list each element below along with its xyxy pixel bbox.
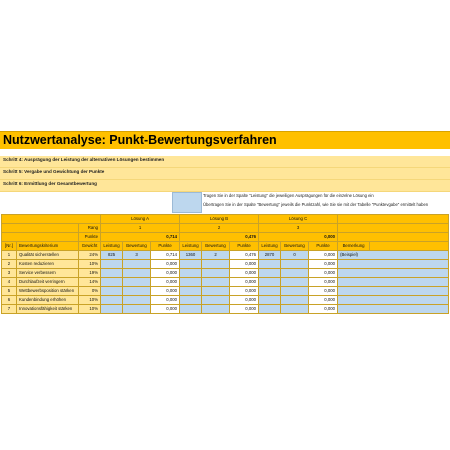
hint-bewertung: Übertragen Sie in der Spalte "Bewertung" jeweils die Punktzahl, wie Sie sie mit der Tabelle "Punktevgabe" ermittelt haben [203,202,429,207]
bemerkung-cell[interactable] [338,278,449,287]
a-bewertung-cell[interactable] [123,287,151,296]
table-row [2,251,449,260]
c-punkte-cell: 0,000 [309,287,338,296]
col-b-bewertung: Bewertung [202,242,230,251]
bemerkung-cell[interactable] [338,296,449,305]
a-punkte-cell: 0,000 [151,287,180,296]
b-punkte-cell: 0,000 [230,260,259,269]
solution-a-rank: 1 [101,224,180,233]
b-bewertung-cell[interactable] [202,296,230,305]
c-bewertung-cell[interactable] [281,278,309,287]
step-5-text: Schritt 5: Vergabe und Gewichtung der Punkte [3,169,105,174]
rank-row [2,224,449,233]
input-legend-swatch [172,192,202,213]
row-gewicht: 14% [79,278,101,287]
a-bewertung-cell[interactable] [123,278,151,287]
b-punkte-cell: 0,476 [230,251,259,260]
b-punkte-cell: 0,000 [230,305,259,314]
c-punkte-cell: 0,000 [309,278,338,287]
col-b-punkte: Punkte [230,242,259,251]
a-bewertung-cell[interactable] [123,296,151,305]
solution-b-rank: 2 [180,224,259,233]
col-a-bewertung: Bewertung [123,242,151,251]
b-bewertung-cell[interactable] [202,287,230,296]
a-leistung-cell[interactable] [101,305,123,314]
solution-b-points: 0,476 [180,233,259,242]
solution-b-name: Lösung B [180,215,259,224]
col-b-leistung: Leistung [180,242,202,251]
header-blank [2,215,101,224]
table-row [2,305,449,314]
row-gewicht: 24% [79,251,101,260]
c-punkte-cell: 0,000 [309,305,338,314]
c-punkte-cell: 0,000 [309,260,338,269]
c-leistung-cell[interactable] [259,305,281,314]
c-bewertung-cell[interactable] [281,269,309,278]
c-leistung-cell[interactable] [259,269,281,278]
a-punkte-cell: 0,000 [151,305,180,314]
a-punkte-cell: 0,714 [151,251,180,260]
header-blank [2,224,79,233]
b-leistung-cell[interactable] [180,269,202,278]
evaluation-table [1,214,449,314]
a-punkte-cell: 0,000 [151,278,180,287]
row-nr: 1 [2,251,17,260]
b-leistung-cell[interactable] [180,278,202,287]
c-bewertung-cell[interactable] [281,305,309,314]
row-kriterium: Wettbewerbsposition stärken [17,287,79,296]
step-row [0,180,450,192]
row-gewicht: 10% [79,296,101,305]
solution-c-name: Lösung C [259,215,338,224]
header-blank [338,224,449,233]
row-gewicht: 10% [79,305,101,314]
hint-leistung: Tragen Sie in der Spalte "Leistung" die jeweiligen Ausprägungen für die einzelne Lösung ein [203,193,374,198]
sheet-title-bar [0,131,450,150]
a-punkte-cell: 0,000 [151,260,180,269]
col-c-bewertung: Bewertung [281,242,309,251]
a-leistung-cell[interactable] [101,278,123,287]
a-bewertung-cell[interactable] [123,269,151,278]
row-nr: 5 [2,287,17,296]
c-bewertung-cell[interactable]: 0 [281,251,309,260]
step-6-text: Schritt 6: Ermittlung der Gesamtbewertung [3,181,97,186]
table-row [2,269,449,278]
bemerkung-cell[interactable] [338,287,449,296]
row-nr: 7 [2,305,17,314]
col-nr: [Nr.] [2,242,17,251]
col-gewicht: Gewicht [79,242,101,251]
bemerkung-cell[interactable] [338,305,449,314]
row-kriterium: Kosten reduzieren [17,260,79,269]
c-punkte-cell: 0,000 [309,251,338,260]
a-leistung-cell[interactable] [101,269,123,278]
col-kriterium: Bewertungskriterium [17,242,79,251]
solution-a-points: 0,714 [101,233,180,242]
row-kriterium: Qualität sicherstellen [17,251,79,260]
b-leistung-cell[interactable] [180,260,202,269]
c-leistung-cell[interactable]: 2870 [259,251,281,260]
col-bemerkung: Bemerkung [338,242,370,251]
a-bewertung-cell[interactable] [123,305,151,314]
row-kriterium: Kundenbindung erhöhen [17,296,79,305]
b-leistung-cell[interactable] [180,305,202,314]
row-nr: 2 [2,260,17,269]
points-label: Punkte [79,233,101,242]
row-kriterium: Service verbessern [17,269,79,278]
a-punkte-cell: 0,000 [151,269,180,278]
b-bewertung-cell[interactable] [202,260,230,269]
header-blank [2,233,79,242]
step-row [0,168,450,180]
b-bewertung-cell[interactable] [202,269,230,278]
b-punkte-cell: 0,000 [230,296,259,305]
page-title: Nutzwertanalyse: Punkt-Bewertungsverfahren [3,133,277,147]
bemerkung-cell[interactable]: (Beispiel) [338,251,449,260]
table-row [2,296,449,305]
solution-a-name: Lösung A [101,215,180,224]
b-leistung-cell[interactable] [180,287,202,296]
c-leistung-cell[interactable] [259,287,281,296]
header-blank [338,233,449,242]
rank-label: Rang [79,224,101,233]
points-total-row [2,233,449,242]
c-bewertung-cell[interactable] [281,296,309,305]
c-leistung-cell[interactable] [259,260,281,269]
a-leistung-cell[interactable] [101,260,123,269]
a-leistung-cell[interactable] [101,287,123,296]
table-row [2,287,449,296]
header-blank [338,215,449,224]
solution-c-rank: 3 [259,224,338,233]
col-c-leistung: Leistung [259,242,281,251]
b-leistung-cell[interactable]: 1360 [180,251,202,260]
solution-c-points: 0,000 [259,233,338,242]
row-nr: 4 [2,278,17,287]
col-a-leistung: Leistung [101,242,123,251]
b-punkte-cell: 0,000 [230,278,259,287]
table-row [2,260,449,269]
table-row [2,278,449,287]
a-punkte-cell: 0,000 [151,296,180,305]
row-nr: 6 [2,296,17,305]
c-leistung-cell[interactable] [259,278,281,287]
bemerkung-cell[interactable] [338,269,449,278]
a-leistung-cell[interactable] [101,296,123,305]
row-gewicht: 0% [79,287,101,296]
col-c-punkte: Punkte [309,242,338,251]
column-header-row [2,242,449,251]
b-punkte-cell: 0,000 [230,269,259,278]
row-kriterium: Innovationsfähigkeit stärken [17,305,79,314]
b-punkte-cell: 0,000 [230,287,259,296]
col-a-punkte: Punkte [151,242,180,251]
a-bewertung-cell[interactable]: 3 [123,251,151,260]
step-4-text: Schritt 4: Ausprägung der Leistung der alternativen Lösungen bestimmen [3,157,165,162]
a-leistung-cell[interactable]: 825 [101,251,123,260]
c-punkte-cell: 0,000 [309,296,338,305]
header-blank [370,242,449,251]
a-bewertung-cell[interactable] [123,260,151,269]
row-gewicht: 19% [79,269,101,278]
row-nr: 3 [2,269,17,278]
b-bewertung-cell[interactable] [202,278,230,287]
c-leistung-cell[interactable] [259,296,281,305]
solution-name-row [2,215,449,224]
bemerkung-cell[interactable] [338,260,449,269]
b-bewertung-cell[interactable] [202,305,230,314]
c-punkte-cell: 0,000 [309,269,338,278]
c-bewertung-cell[interactable] [281,287,309,296]
row-gewicht: 10% [79,260,101,269]
c-bewertung-cell[interactable] [281,260,309,269]
b-leistung-cell[interactable] [180,296,202,305]
row-kriterium: Durchlaufzeit verringern [17,278,79,287]
step-row [0,156,450,168]
b-bewertung-cell[interactable]: 2 [202,251,230,260]
